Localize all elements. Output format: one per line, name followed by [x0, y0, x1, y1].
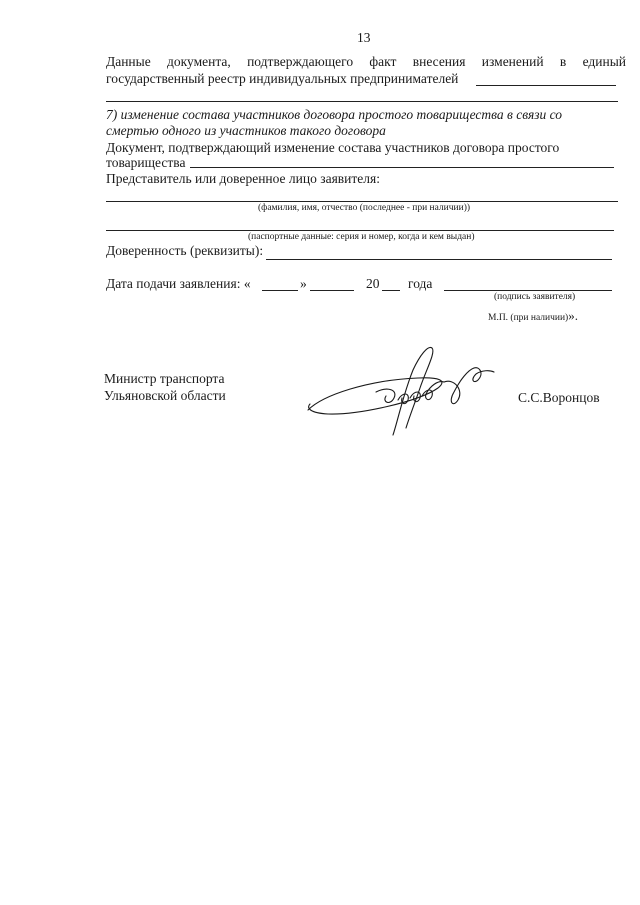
passport-caption: (паспортные данные: серия и номер, когда и кем выдан): [248, 232, 475, 242]
date-month-line: [310, 290, 354, 291]
stamp-caption: [488, 308, 578, 324]
date-year-line: [382, 290, 400, 291]
power-of-attorney-line: [266, 259, 612, 260]
section1-fill-line-a: [476, 85, 616, 86]
section1-line1: Данные документа, подтверждающего факт внесения изменений в единый: [106, 54, 626, 69]
section7-fill-line: [190, 167, 614, 168]
date-year-suffix: года: [408, 276, 433, 291]
section7-doc-line2: товарищества: [106, 155, 186, 170]
page-number: 13: [357, 30, 371, 45]
fio-caption: (фамилия, имя, отчество (последнее - при наличии)): [258, 203, 471, 213]
representative-label: Представитель или доверенное лицо заявителя:: [106, 171, 380, 186]
section1-fill-line-b: [106, 101, 618, 102]
section1-line2: государственный реестр индивидуальных предпринимателей: [106, 71, 459, 86]
signatory-name: С.С.Воронцов: [518, 390, 600, 405]
handwritten-signature: [298, 340, 498, 445]
stamp-text: М.П. (при наличии): [488, 313, 569, 323]
signature-caption: (подпись заявителя): [494, 292, 576, 302]
date-label: Дата подачи заявления: «: [106, 276, 251, 291]
section7-heading-line2: смертью одного из участников такого договора: [106, 123, 386, 138]
signatory-title-line2: Ульяновской области: [104, 388, 226, 403]
representative-passport-line: [106, 230, 614, 231]
date-close-quote: »: [300, 276, 307, 291]
section7-heading-line1: 7) изменение состава участников договора простого товарищества в связи со: [106, 107, 563, 122]
signatory-title-line1: Министр транспорта: [104, 371, 225, 386]
stamp-end: ».: [568, 308, 578, 323]
section7-doc-line1: Документ, подтверждающий изменение состава участников договора простого: [106, 140, 560, 155]
date-year-prefix: 20: [366, 276, 380, 291]
representative-fio-line: [106, 201, 618, 202]
date-day-line: [262, 290, 298, 291]
power-of-attorney-label: Доверенность (реквизиты):: [106, 243, 264, 258]
signature-line: [444, 290, 612, 291]
